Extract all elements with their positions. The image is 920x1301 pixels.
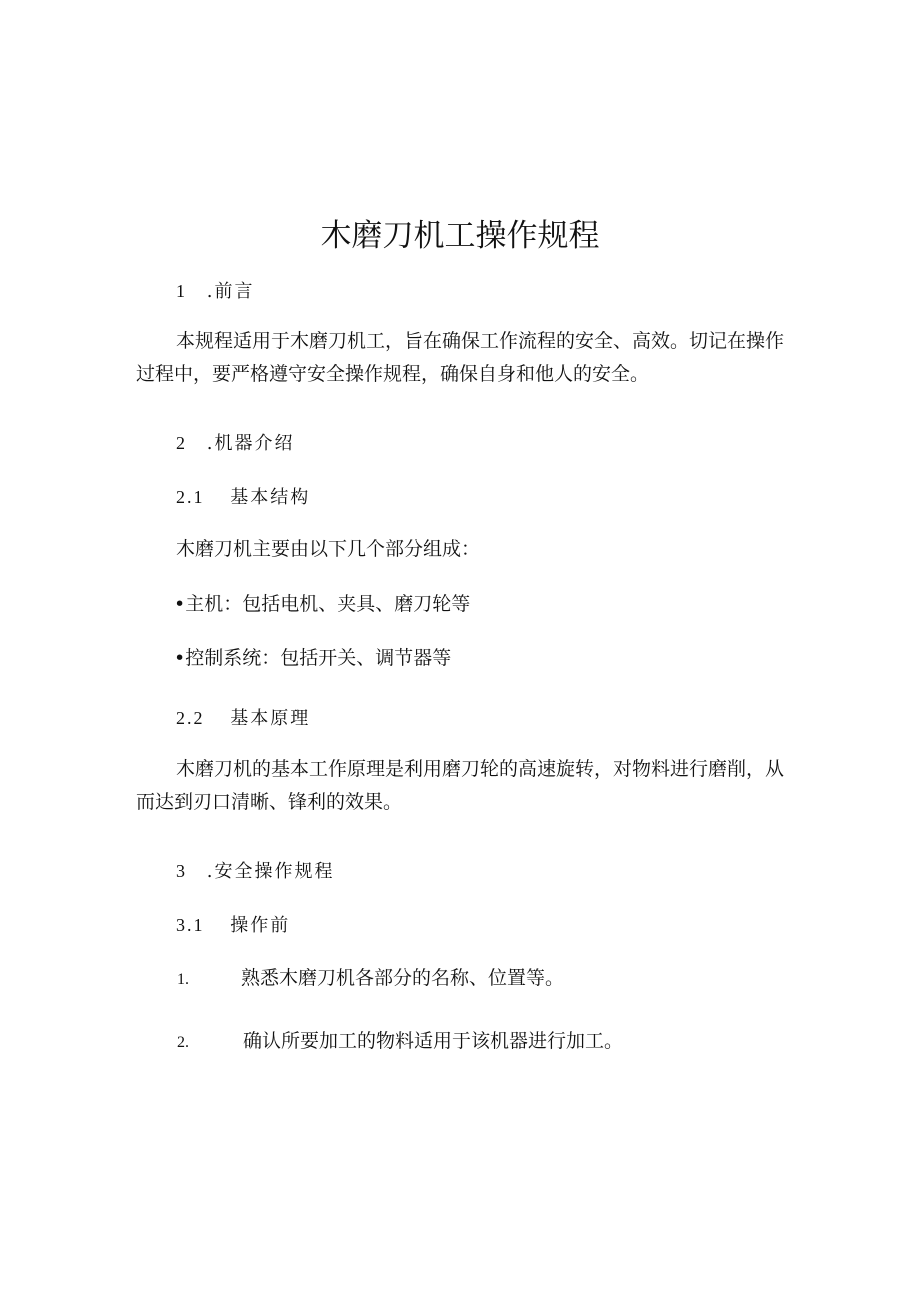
section-label: 基本结构 (230, 487, 311, 508)
principle-text: 木磨刀机的基本工作原理是利用磨刀轮的高速旋转，对物料进行磨削，从而达到刃口清晰、锋利的效果。 (136, 758, 785, 813)
section-number: 2.2 (176, 708, 205, 728)
structure-intro: 木磨刀机主要由以下几个部分组成： (176, 538, 481, 560)
section-label: .机器介绍 (206, 433, 295, 454)
intro-paragraph (136, 325, 786, 391)
section-label: 基本原理 (230, 708, 311, 729)
section-3-heading (176, 859, 334, 884)
section-2-1-heading (176, 485, 310, 510)
step-number: 1. (177, 971, 189, 988)
list-item: •控制系统：包括开关、调节器等 (174, 647, 452, 669)
intro-text: 本规程适用于木磨刀机工，旨在确保工作流程的安全、高效。切记在操作过程中，要严格遵守安全操作规程，确保自身和他人的安全。 (136, 330, 785, 385)
section-2-2-heading (176, 706, 310, 731)
section-number: 1 (176, 281, 187, 301)
step-number: 2. (177, 1034, 189, 1051)
section-3-1-heading (176, 913, 290, 938)
section-label: 操作前 (230, 915, 291, 936)
section-2-heading (176, 431, 294, 456)
section-number: 3.1 (176, 915, 205, 935)
section-number: 3 (176, 861, 187, 881)
section-1-heading (176, 279, 254, 304)
section-number: 2.1 (176, 487, 205, 507)
section-label: .前言 (206, 281, 255, 302)
section-label: .安全操作规程 (206, 861, 335, 882)
step-text: 熟悉木磨刀机各部分的名称、位置等。 (241, 967, 565, 989)
principle-paragraph (136, 753, 786, 819)
list-item: •主机：包括电机、夹具、磨刀轮等 (174, 593, 471, 615)
step-text: 确认所要加工的物料适用于该机器进行加工。 (243, 1030, 624, 1052)
section-number: 2 (176, 433, 187, 453)
page-title: 木磨刀机工操作规程 (320, 218, 600, 254)
